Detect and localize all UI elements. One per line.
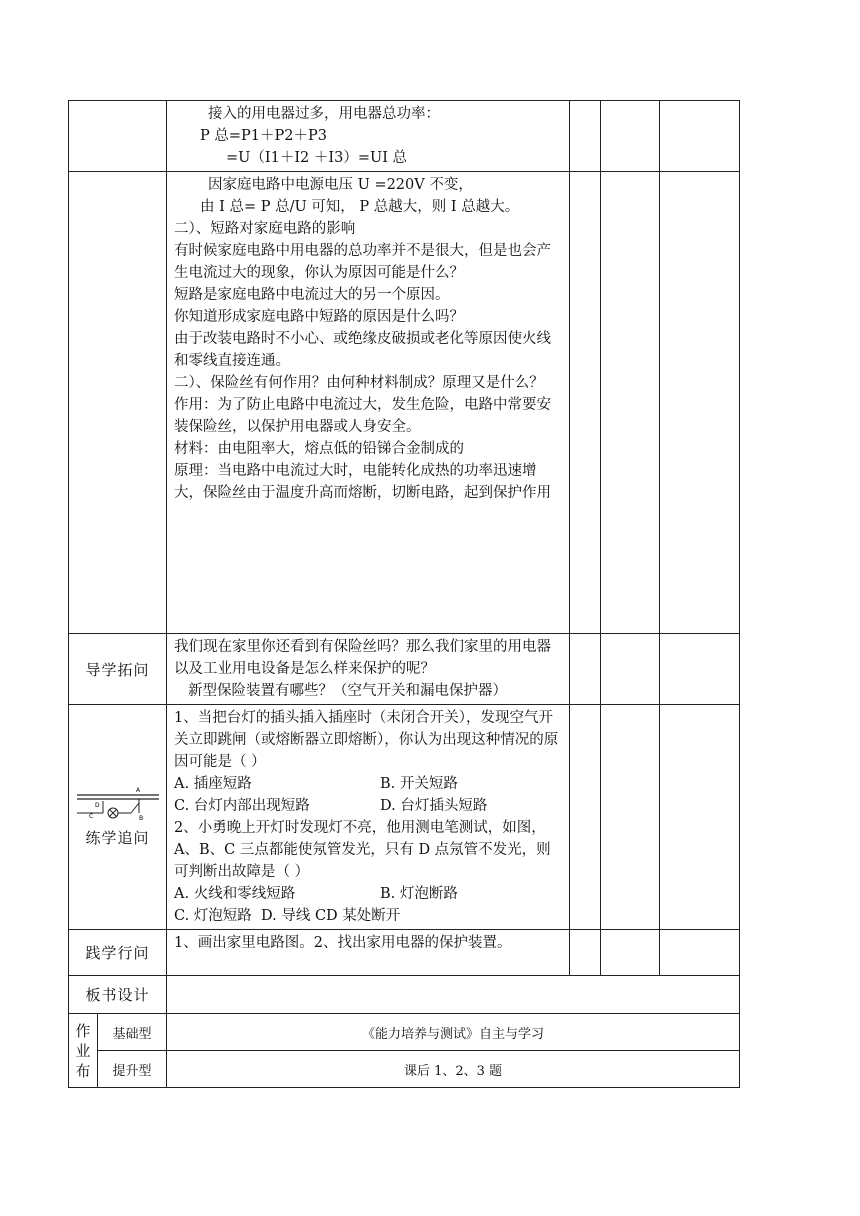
text-line: 有时候家庭电路中用电器的总功率并不是很大，但是也会产生电流过大的现象，你认为原因可能是什么？ (174, 243, 551, 281)
text-line: 作用：为了防止电路中电流过大，发生危险，电路中常要安装保险丝，以保护用电器或人身安全。 (174, 397, 551, 435)
blank-cell (570, 705, 601, 930)
formula-line: P 总=P1＋P2＋P3 (200, 128, 327, 144)
row-total-power (69, 101, 740, 172)
content-basic-homework: 《能力培养与测试》自主与学习 (167, 1014, 740, 1051)
row-board-design (69, 976, 740, 1014)
blank-cell (660, 634, 740, 705)
question-1: 1、当把台灯的插头插入插座时（未闭合开关），发现空气开关立即跳闸（或熔断器立即熔断），你认为出现这种情况的原因可能是（ ） (174, 710, 559, 770)
content-apply: 1、画出家里电路图。2、找出家用电器的保护装置。 (167, 930, 570, 976)
text-line: 由于改装电路时不小心、或绝缘皮破损或老化等原因使火线和零线直接连通。 (174, 331, 551, 369)
homework-char: 业 (75, 1041, 91, 1060)
row-apply (69, 930, 740, 976)
row-guide (69, 634, 740, 705)
text-line: 材料：由电阻率大，熔点低的铅锑合金制成的 (174, 441, 464, 457)
blank-cell (570, 172, 601, 634)
blank-cell (660, 705, 740, 930)
row-homework-basic (69, 1014, 740, 1051)
diagram-label-a: A (135, 786, 141, 794)
row-short-circuit (69, 172, 740, 634)
question-2: 2、小勇晚上开灯时发现灯不亮，他用测电笔测试，如图，A、B、C 三点都能使氖管发光，只有 D 点氖管不发光，则可判断出故障是（ ） (174, 820, 551, 880)
content-board-design (167, 976, 740, 1014)
blank-cell (660, 930, 740, 976)
text-line: 新型保险装置有哪些？（空气开关和漏电保护器） (188, 683, 507, 699)
text-line: 接入的用电器过多，用电器总功率： (208, 106, 440, 122)
blank-cell (601, 172, 660, 634)
text-line: 你知道形成家庭电路中短路的原因是什么吗？ (174, 309, 464, 325)
label-advanced-type: 提升型 (98, 1051, 167, 1088)
blank-cell (601, 705, 660, 930)
label-homework (69, 1014, 98, 1088)
blank-cell (570, 634, 601, 705)
label-cell-empty (69, 172, 167, 634)
blank-cell (601, 930, 660, 976)
diagram-label-d: D (94, 801, 101, 809)
homework-char: 作 (75, 1021, 91, 1040)
content-guide (167, 634, 570, 705)
text-line: 短路是家庭电路中电流过大的另一个原因。 (174, 287, 450, 303)
option: A. 火线和零线短路 (174, 886, 296, 902)
blank-cell (660, 172, 740, 634)
option: B. 灯泡断路 (380, 886, 458, 902)
text-line: 由 I 总= P 总/U 可知， P 总越大，则 I 总越大。 (200, 199, 520, 215)
question-2-options-row-2 (174, 905, 563, 927)
option: D. 导线 CD 某处断开 (261, 908, 401, 924)
diagram-label-c: C (88, 812, 94, 820)
label-practice-cell (69, 705, 167, 930)
option: B. 开关短路 (380, 776, 458, 792)
content-short-circuit (167, 172, 570, 634)
text-line: 我们现在家里你还看到有保险丝吗？那么我们家里的用电器以及工业用电设备是怎么样来保护的呢？ (174, 639, 551, 677)
lesson-plan-table (68, 100, 740, 1088)
question-1-options-row-2 (174, 795, 563, 817)
label-basic-type: 基础型 (98, 1014, 167, 1051)
question-2-options-row-1 (174, 883, 563, 905)
content-advanced-homework: 课后 1、2、3 题 (167, 1051, 740, 1088)
blank-cell (660, 101, 740, 172)
blank-cell (601, 101, 660, 172)
blank-cell (570, 101, 601, 172)
option: A. 插座短路 (174, 776, 252, 792)
content-total-power (167, 101, 570, 172)
label-apply: 践学行问 (69, 930, 167, 976)
section-heading: 二）、短路对家庭电路的影响 (174, 221, 356, 237)
row-homework-advanced (69, 1051, 740, 1088)
label-guide: 导学拓问 (69, 634, 167, 705)
option: D. 台灯插头短路 (380, 798, 488, 814)
text-line: 因家庭电路中电源电压 U =220V 不变， (208, 177, 473, 193)
circuit-diagram (75, 787, 161, 825)
label-board-design: 板书设计 (69, 976, 167, 1014)
label-practice: 练学追问 (85, 828, 150, 847)
option: C. 台灯内部出现短路 (174, 798, 310, 814)
section-heading: 二）、保险丝有何作用？由何种材料制成？原理又是什么？ (174, 375, 544, 391)
homework-char: 布 (75, 1061, 91, 1080)
text-line: 原理：当电路中电流过大时，电能转化成热的功率迅速增大，保险丝由于温度升高而熔断，切断电路，起到保护作用 (174, 463, 551, 501)
content-practice (167, 705, 570, 930)
option: C. 灯泡短路 (174, 908, 252, 924)
blank-cell (601, 634, 660, 705)
formula-line: =U（I1＋I2 ＋I3）=UI 总 (226, 150, 408, 166)
label-cell-empty (69, 101, 167, 172)
question-1-options-row-1 (174, 773, 563, 795)
row-practice (69, 705, 740, 930)
diagram-label-b: B (138, 814, 144, 822)
blank-cell (570, 930, 601, 976)
